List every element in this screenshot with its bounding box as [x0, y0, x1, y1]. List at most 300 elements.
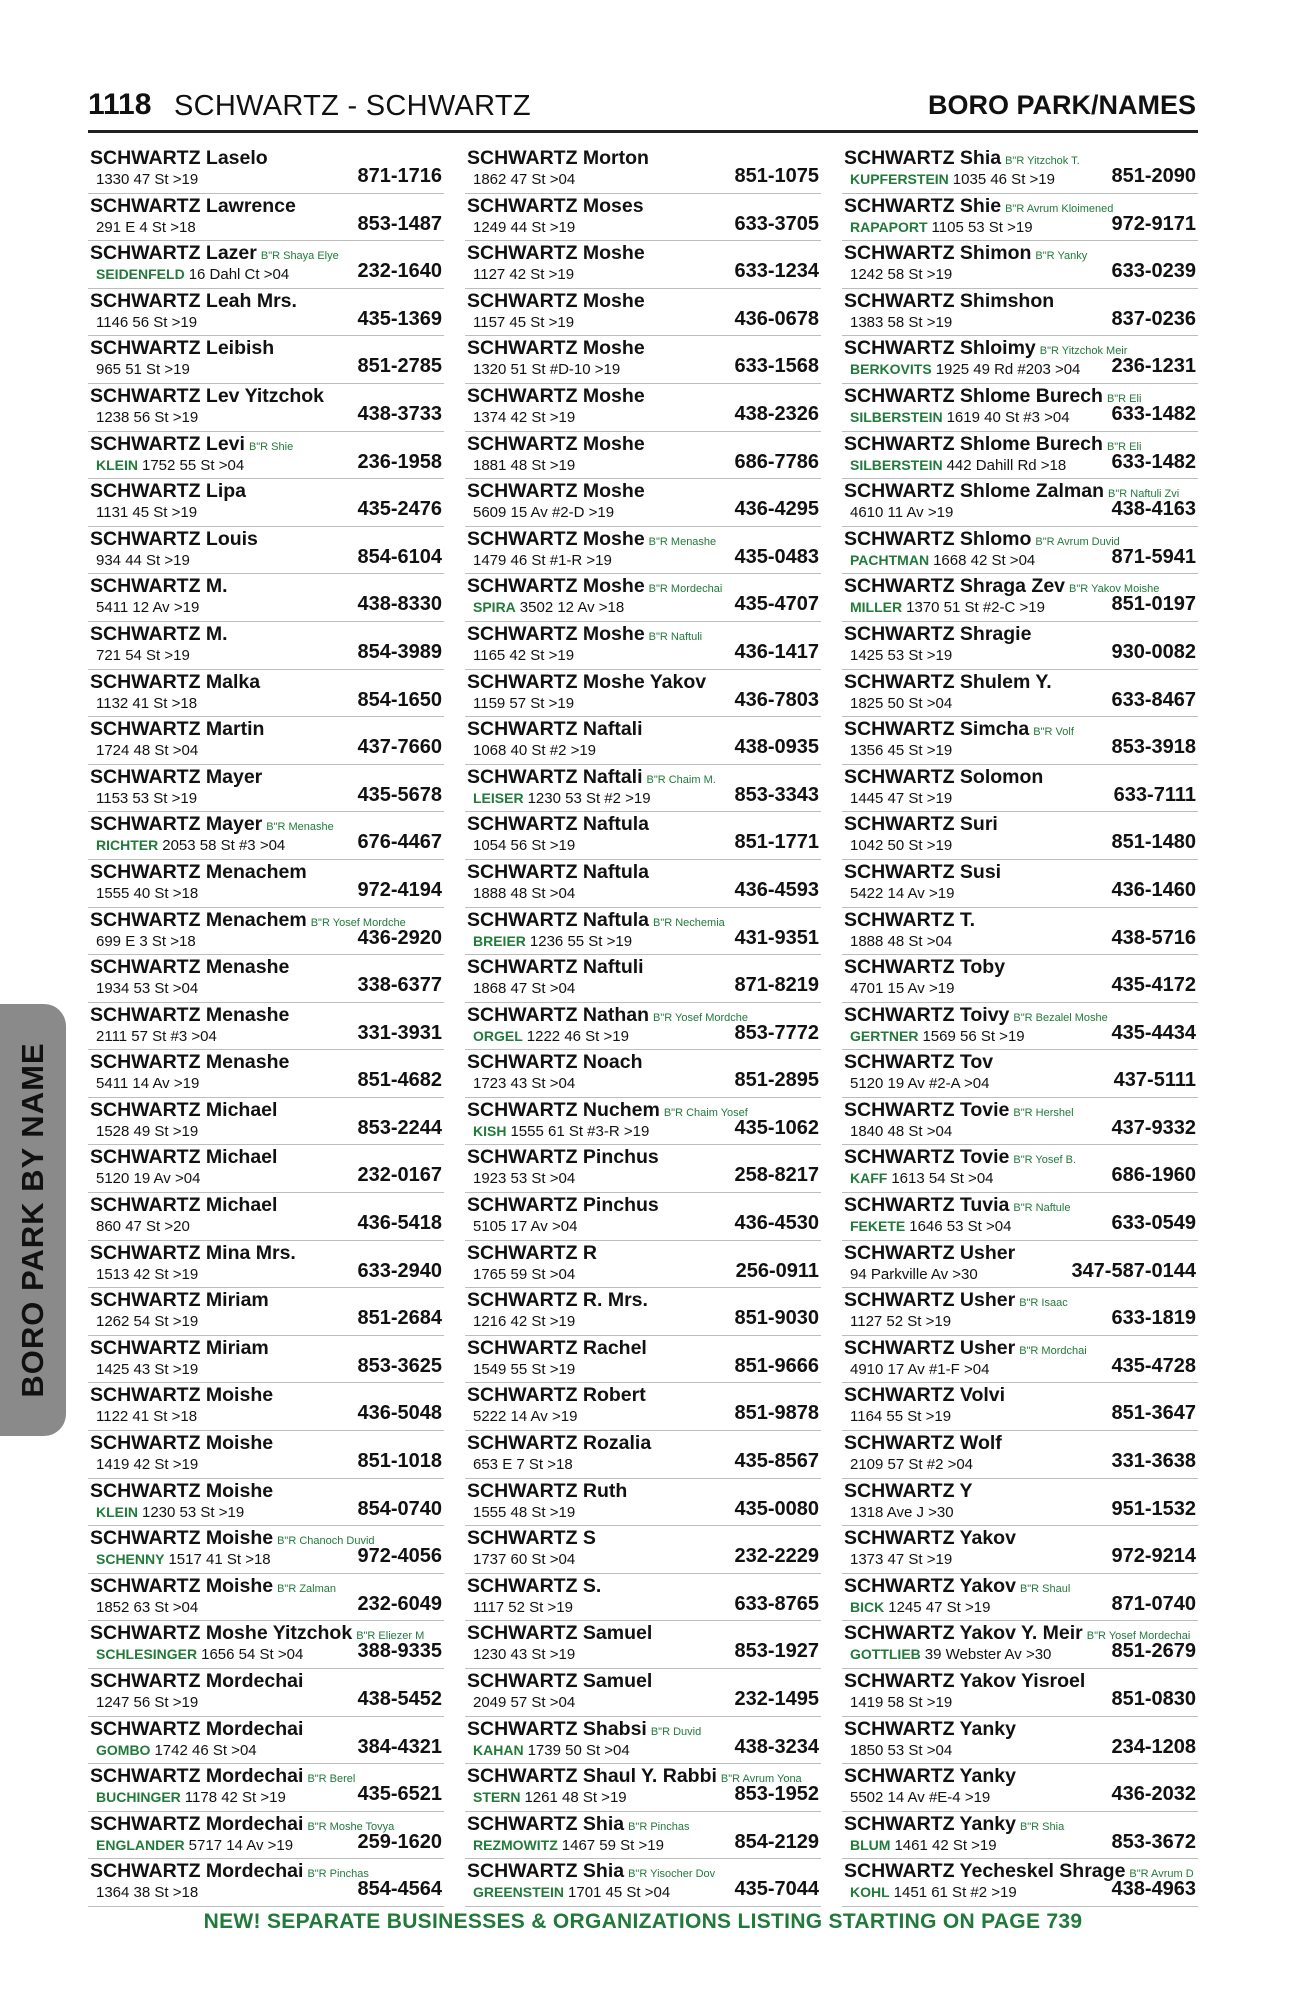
entry-address-line — [473, 742, 596, 759]
entry-name: SCHWARTZ Moishe — [90, 1574, 274, 1597]
entry-address: 1850 53 St >04 — [850, 1741, 953, 1759]
entry-name: SCHWARTZ Y — [844, 1479, 973, 1502]
entry-phone: 435-0080 — [734, 1497, 819, 1520]
entry-phone: 436-2920 — [357, 926, 442, 949]
entry-name-line — [844, 1670, 1085, 1693]
entry-name: SCHWARTZ Mina Mrs. — [90, 1241, 296, 1264]
entry-name: SCHWARTZ Moishe — [90, 1432, 274, 1455]
entry-phone: 633-0239 — [1111, 260, 1196, 283]
entry-address-line — [850, 1075, 989, 1092]
entry-name-line — [467, 433, 645, 456]
entry-phone: 851-2684 — [357, 1307, 442, 1330]
entry-name-line — [844, 909, 975, 932]
entry-phone: 331-3931 — [357, 1021, 442, 1044]
entry-phone: 236-1231 — [1111, 355, 1196, 378]
entry-address-line — [96, 361, 190, 378]
entry-name: SCHWARTZ Noach — [467, 1051, 643, 1074]
entry-name-line — [90, 290, 297, 313]
entry-name-line — [467, 195, 644, 218]
entry-address: 16 Dahl Ct >04 — [188, 266, 290, 284]
entry-relation: B"R Shie — [248, 440, 294, 453]
entry-relation: B"R Yosef Mordche — [653, 1011, 749, 1024]
listing-entry — [842, 241, 1198, 289]
entry-name: SCHWARTZ Usher — [844, 1336, 1016, 1359]
entry-care-of: GOMBO — [96, 1741, 151, 1758]
entry-phone: 438-0935 — [734, 736, 819, 759]
entry-care-of: KUPFERSTEIN — [850, 171, 949, 187]
entry-phone: 438-4163 — [1111, 498, 1196, 521]
entry-address: 1852 63 St >04 — [96, 1598, 199, 1616]
entry-phone: 853-1952 — [734, 1783, 819, 1806]
entry-name-line — [467, 147, 649, 170]
listing-entry — [842, 336, 1198, 384]
entry-relation: B"R Chaim M. — [646, 773, 716, 786]
entry-phone: 438-3234 — [734, 1735, 819, 1758]
entry-phone: 436-5048 — [357, 1402, 442, 1425]
entry-phone: 633-1819 — [1111, 1307, 1196, 1330]
listing-entry — [465, 955, 821, 1003]
entry-address-line — [850, 695, 952, 712]
entry-address-line — [850, 1694, 952, 1711]
entry-name: SCHWARTZ Samuel — [467, 1622, 653, 1645]
entry-address-line — [850, 1551, 952, 1568]
entry-address: 1461 42 St >19 — [894, 1836, 997, 1854]
entry-care-of: STERN — [473, 1789, 521, 1806]
entry-address-line — [850, 1646, 1051, 1663]
entry-address-line — [473, 980, 575, 997]
entry-address-line — [96, 171, 198, 188]
entry-name-line — [844, 337, 1127, 360]
entry-address-line — [96, 266, 289, 283]
entry-address-line — [850, 1599, 990, 1616]
entry-care-of: BUCHINGER — [96, 1789, 181, 1806]
listing-entry — [88, 289, 444, 337]
entry-name: SCHWARTZ Yakov Yisroel — [844, 1670, 1086, 1692]
entry-address: 1923 53 St >04 — [473, 1170, 576, 1188]
entry-phone: 436-4593 — [734, 878, 819, 901]
entry-name: SCHWARTZ Shraga Zev — [844, 575, 1066, 598]
entry-phone: 851-2785 — [357, 355, 442, 378]
entry-name-line — [844, 1004, 1108, 1027]
entry-relation: B"R Naftuli — [648, 630, 703, 643]
entry-name: SCHWARTZ Menachem — [90, 908, 307, 931]
entry-address: 1752 55 St >04 — [142, 456, 245, 474]
entry-name: SCHWARTZ Tovie — [844, 1146, 1010, 1169]
entry-address-line — [850, 219, 1033, 236]
entry-name-line — [844, 1051, 993, 1074]
entry-name: SCHWARTZ Pinchus — [467, 1194, 659, 1217]
entry-name-line — [467, 861, 649, 884]
entry-address-line — [473, 1599, 573, 1616]
entry-address: 1054 56 St >19 — [473, 837, 576, 855]
entry-name-line — [844, 1527, 1016, 1550]
entry-phone: 633-1568 — [734, 355, 819, 378]
listing-entry — [465, 1288, 821, 1336]
listing-entry — [88, 1383, 444, 1431]
entry-name-line — [90, 1432, 273, 1455]
entry-phone: 853-7772 — [734, 1021, 819, 1044]
entry-address: 1419 58 St >19 — [850, 1694, 953, 1711]
entry-name: SCHWARTZ S. — [467, 1574, 602, 1597]
entry-address-line — [473, 1646, 575, 1663]
entry-address-line — [96, 1313, 198, 1330]
entry-name-line — [90, 1765, 355, 1788]
listing-entry — [88, 1717, 444, 1765]
entry-address: 1513 42 St >19 — [96, 1265, 199, 1283]
entry-address: 1364 38 St >18 — [96, 1884, 199, 1902]
entry-address-line — [96, 504, 197, 521]
entry-address: 1216 42 St >19 — [473, 1313, 576, 1331]
entry-name: SCHWARTZ Shimshon — [844, 289, 1055, 312]
entry-name-line — [844, 1765, 1016, 1788]
listing-entry — [465, 1431, 821, 1479]
entry-name-line — [467, 385, 645, 408]
entry-address: 1159 57 St >19 — [473, 694, 575, 712]
entry-address-line — [850, 504, 953, 521]
entry-care-of: SCHLESINGER — [96, 1646, 198, 1663]
entry-name-line — [467, 1051, 643, 1074]
entry-address: 4701 15 Av >19 — [850, 980, 955, 998]
entry-phone: 930-0082 — [1111, 640, 1196, 663]
entry-name-line — [844, 1337, 1087, 1360]
entry-phone: 437-5111 — [1113, 1069, 1196, 1092]
entry-address: 1555 40 St >18 — [96, 884, 199, 902]
entry-address: 2111 57 St #3 >04 — [96, 1027, 217, 1045]
entry-phone: 854-3989 — [357, 640, 442, 663]
entry-name: SCHWARTZ Shie — [844, 194, 1002, 217]
listing-entry — [88, 1764, 444, 1812]
listing-entry — [465, 384, 821, 432]
entry-phone: 633-1234 — [734, 260, 819, 283]
entry-phone: 384-4321 — [357, 1735, 442, 1758]
entry-address: 94 Parkville Av >30 — [850, 1265, 978, 1283]
listing-entry — [465, 765, 821, 813]
entry-address: 1934 53 St >04 — [96, 980, 199, 998]
entry-name-line — [844, 1194, 1071, 1217]
entry-name: SCHWARTZ Moshe — [467, 622, 645, 645]
entry-address-line — [850, 1408, 951, 1425]
entry-address: 1245 47 St >19 — [888, 1598, 991, 1616]
entry-name: SCHWARTZ Mayer — [90, 813, 263, 836]
entry-address: 291 E 4 St >18 — [96, 218, 196, 236]
listing-entry — [88, 479, 444, 527]
entry-care-of: REZMOWITZ — [473, 1836, 558, 1853]
entry-name-line — [467, 1622, 652, 1645]
entry-name-line — [467, 1670, 652, 1693]
entry-relation: B"R Hershel — [1013, 1106, 1074, 1119]
entry-care-of: KLEIN — [96, 1503, 138, 1520]
entry-address-line — [96, 1123, 198, 1140]
entry-address: 4910 17 Av #1-F >04 — [850, 1360, 990, 1378]
listing-entry — [465, 1669, 821, 1717]
entry-address-line — [96, 1694, 198, 1711]
entry-name-line — [844, 1099, 1074, 1122]
entry-phone: 871-0740 — [1111, 1592, 1196, 1615]
entry-address-line — [473, 1266, 575, 1283]
entry-name-line — [90, 1004, 289, 1027]
entry-address: 1153 53 St >19 — [96, 789, 198, 807]
entry-name-line — [467, 1194, 659, 1217]
entry-phone: 851-4682 — [357, 1069, 442, 1092]
entry-name: SCHWARTZ Mordechai — [90, 1670, 304, 1692]
listing-entry — [842, 1621, 1198, 1669]
entry-care-of: KAFF — [850, 1170, 888, 1187]
entry-relation: B"R Yitzchok T. — [1005, 155, 1080, 167]
entry-name: SCHWARTZ Menashe — [90, 1003, 290, 1026]
listing-entry — [465, 1336, 821, 1384]
listing-entry — [88, 1145, 444, 1193]
entry-address-line — [473, 837, 575, 854]
listing-entry — [842, 1383, 1198, 1431]
entry-relation: B"R Eliezer M — [356, 1630, 425, 1643]
entry-address-line — [473, 647, 574, 664]
entry-address: 1569 56 St >19 — [922, 1027, 1025, 1045]
entry-name: SCHWARTZ Susi — [844, 860, 1002, 883]
entry-address: 5411 12 Av >19 — [96, 599, 200, 617]
entry-address-line — [473, 1837, 664, 1854]
entry-relation: B"R Mordechai — [648, 583, 723, 596]
entry-relation: B"R Pinchas — [307, 1868, 369, 1881]
entry-address: 1127 42 St >19 — [473, 266, 575, 284]
entry-address-line — [96, 1028, 217, 1045]
entry-name-line — [467, 1289, 648, 1312]
entry-address: 1383 58 St >19 — [850, 313, 953, 331]
entry-relation: B"R Bezalel Moshe — [1013, 1011, 1108, 1024]
listing-entry — [88, 812, 444, 860]
entry-address-line — [850, 790, 952, 807]
entry-address-line — [850, 933, 952, 950]
entry-address: 1222 46 St >19 — [526, 1027, 629, 1045]
entry-relation: B"R Naftule — [1013, 1202, 1071, 1215]
entry-name: SCHWARTZ Moishe — [90, 1384, 274, 1407]
listing-entry — [842, 432, 1198, 480]
entry-address-line — [850, 1361, 989, 1378]
entry-relation: B"R Berel — [307, 1773, 356, 1786]
entry-name-line — [844, 1146, 1076, 1169]
entry-address-line — [96, 1456, 198, 1473]
entry-address-line — [96, 885, 198, 902]
entry-phone: 438-5452 — [357, 1688, 442, 1710]
entry-phone: 951-1532 — [1111, 1497, 1196, 1520]
entry-care-of: SPIRA — [473, 599, 516, 616]
entry-name: SCHWARTZ Shabsi — [467, 1717, 647, 1740]
entry-name-line — [90, 1146, 277, 1169]
listing-entry — [842, 384, 1198, 432]
entry-address-line — [473, 504, 614, 521]
entry-phone: 633-8765 — [734, 1592, 819, 1615]
entry-address: 1249 44 St >19 — [473, 218, 576, 236]
entry-name: SCHWARTZ Laselo — [90, 147, 268, 169]
entry-name-line — [467, 1004, 748, 1027]
entry-name: SCHWARTZ Shlomo — [844, 527, 1032, 550]
listing-entry — [465, 1859, 821, 1907]
entry-address: 1619 40 St #3 >04 — [946, 408, 1070, 426]
listing-entry — [465, 1193, 821, 1241]
entry-address: 1068 40 St #2 >19 — [473, 742, 597, 760]
entry-care-of: KLEIN — [96, 456, 138, 473]
entry-name: SCHWARTZ Yakov — [844, 1574, 1016, 1597]
entry-name: SCHWARTZ Naftula — [467, 813, 649, 836]
entry-relation: B"R Isaac — [1019, 1297, 1068, 1310]
entry-address: 1131 45 St >19 — [96, 504, 198, 522]
entry-relation: B"R Eli — [1106, 440, 1142, 453]
entry-phone: 438-4963 — [1111, 1878, 1196, 1901]
entry-name-line — [844, 1718, 1016, 1741]
entry-phone: 851-0197 — [1111, 593, 1196, 616]
listing-entry — [465, 908, 821, 956]
entry-address: 1555 48 St >19 — [473, 1503, 576, 1521]
entry-name-line — [844, 1480, 973, 1503]
listing-entry — [842, 527, 1198, 575]
listing-entry — [842, 1479, 1198, 1527]
listing-entry — [88, 1479, 444, 1527]
listing-entry — [88, 146, 444, 194]
entry-address-line — [850, 1884, 1017, 1901]
entry-address: 1122 41 St >18 — [96, 1408, 198, 1426]
entry-name: SCHWARTZ Menashe — [90, 956, 290, 979]
entry-address: 2109 57 St #2 >04 — [850, 1456, 974, 1474]
entry-address-line — [96, 742, 198, 759]
entry-name-line — [90, 147, 268, 170]
entry-address: 1451 61 St #2 >19 — [893, 1884, 1017, 1902]
entry-phone: 633-1482 — [1111, 450, 1196, 473]
entry-address: 1230 53 St >19 — [142, 1503, 245, 1521]
entry-phone: 633-0549 — [1111, 1212, 1196, 1235]
listing-entry — [465, 241, 821, 289]
entry-name-line — [844, 1432, 1002, 1455]
entry-name: SCHWARTZ Rozalia — [467, 1432, 652, 1455]
entry-name: SCHWARTZ Lipa — [90, 480, 246, 503]
entry-care-of: SCHENNY — [96, 1551, 165, 1568]
entry-address-line — [850, 1789, 990, 1806]
listing-entry — [88, 241, 444, 289]
entry-address-line — [850, 1266, 978, 1283]
entry-name-line — [90, 623, 228, 646]
entry-address: 3502 12 Av >18 — [519, 599, 625, 617]
entry-address: 1146 56 St >19 — [96, 313, 198, 331]
entry-phone: 851-1480 — [1111, 831, 1196, 854]
entry-relation: B"R Avrum Kloimened — [1005, 202, 1114, 215]
entry-phone: 438-2326 — [734, 402, 819, 425]
entry-address-line — [850, 837, 952, 854]
entry-address-line — [850, 885, 954, 902]
entry-address: 1668 42 St >04 — [933, 551, 1036, 569]
entry-phone: 232-1640 — [357, 260, 442, 283]
entry-address-line — [96, 1075, 199, 1092]
entry-name-line — [90, 480, 246, 503]
listing-entry — [88, 1098, 444, 1146]
entry-address-line — [96, 1884, 198, 1901]
entry-relation: B"R Yakov Moishe — [1069, 583, 1160, 596]
entry-phone: 851-3647 — [1111, 1402, 1196, 1425]
entry-name-line — [844, 1813, 1064, 1836]
listing-entry — [465, 1526, 821, 1574]
entry-name: SCHWARTZ Leibish — [90, 337, 275, 360]
entry-address: 1528 49 St >19 — [96, 1122, 199, 1140]
entry-address-line — [473, 552, 612, 569]
entry-address-line — [96, 790, 197, 807]
listing-entry — [842, 146, 1198, 194]
entry-relation: B"R Volf — [1033, 726, 1074, 739]
entry-name-line — [844, 290, 1054, 313]
entry-address-line — [96, 599, 199, 616]
entry-name-line — [844, 528, 1120, 551]
entry-name-line — [467, 766, 716, 789]
entry-address-line — [850, 599, 1045, 616]
entry-name: SCHWARTZ Martin — [90, 718, 265, 741]
listing-entry — [88, 1859, 444, 1907]
listing-entry — [88, 765, 444, 813]
entry-phone: 388-9335 — [357, 1640, 442, 1663]
entry-address-line — [96, 457, 244, 474]
entry-name: SCHWARTZ Moshe Yakov — [467, 670, 707, 693]
listing-entry — [88, 1621, 444, 1669]
entry-name: SCHWARTZ Usher — [844, 1241, 1016, 1264]
entry-phone: 851-9878 — [734, 1402, 819, 1425]
entry-name-line — [90, 1194, 277, 1217]
entry-name: SCHWARTZ Tuvia — [844, 1194, 1010, 1217]
entry-address: 5120 19 Av >04 — [96, 1170, 201, 1188]
listing-entry — [465, 289, 821, 337]
entry-phone: 686-7786 — [734, 450, 819, 473]
entry-address-line — [850, 1313, 951, 1330]
entry-care-of: SILBERSTEIN — [850, 408, 943, 425]
entry-name-line — [467, 1860, 715, 1883]
listing-entry — [842, 765, 1198, 813]
entry-name-line — [844, 956, 1005, 979]
entry-address-line — [473, 1218, 577, 1235]
entry-name-line — [467, 1337, 647, 1360]
entry-care-of: BICK — [850, 1598, 885, 1615]
entry-address-line — [473, 266, 574, 283]
entry-phone: 435-1062 — [734, 1116, 819, 1139]
entry-care-of: ORGEL — [473, 1027, 523, 1044]
entry-address-line — [96, 1218, 190, 1235]
entry-name-line — [90, 242, 339, 265]
entry-address-line — [473, 933, 632, 950]
entry-address: 1238 56 St >19 — [96, 408, 199, 426]
entry-phone: 686-1960 — [1111, 1164, 1196, 1187]
entry-name: SCHWARTZ Toby — [844, 956, 1006, 979]
entry-care-of: GERTNER — [850, 1027, 919, 1044]
entry-address: 1042 50 St >19 — [850, 837, 953, 855]
entry-phone: 435-4728 — [1111, 1354, 1196, 1377]
entry-phone: 436-7803 — [734, 688, 819, 711]
entry-address: 5222 14 Av >19 — [473, 1408, 578, 1426]
entry-name-line — [467, 528, 716, 551]
entry-phone: 435-6521 — [357, 1783, 442, 1806]
entry-address: 1868 47 St >04 — [473, 980, 576, 998]
entry-address-line — [96, 1170, 200, 1187]
entry-phone: 338-6377 — [357, 974, 442, 997]
entry-phone: 436-4530 — [734, 1212, 819, 1235]
entry-name-line — [844, 1242, 1015, 1265]
entry-name: SCHWARTZ T. — [844, 908, 976, 931]
entry-address-line — [473, 1694, 575, 1711]
entry-address: 1262 54 St >19 — [96, 1313, 199, 1331]
entry-name-line — [467, 1099, 748, 1122]
entry-address: 1320 51 St #D-10 >19 — [473, 361, 621, 379]
entry-phone: 633-7111 — [1113, 783, 1196, 806]
entry-phone: 435-4434 — [1111, 1021, 1196, 1044]
listing-entry — [842, 1193, 1198, 1241]
entry-name-line — [90, 1289, 269, 1312]
entry-phone: 435-4172 — [1111, 974, 1196, 997]
entry-care-of: PACHTMAN — [850, 551, 930, 568]
entry-address: 5717 14 Av >19 — [188, 1836, 294, 1854]
entry-name-line — [467, 1575, 601, 1598]
entry-care-of: BREIER — [473, 932, 526, 949]
